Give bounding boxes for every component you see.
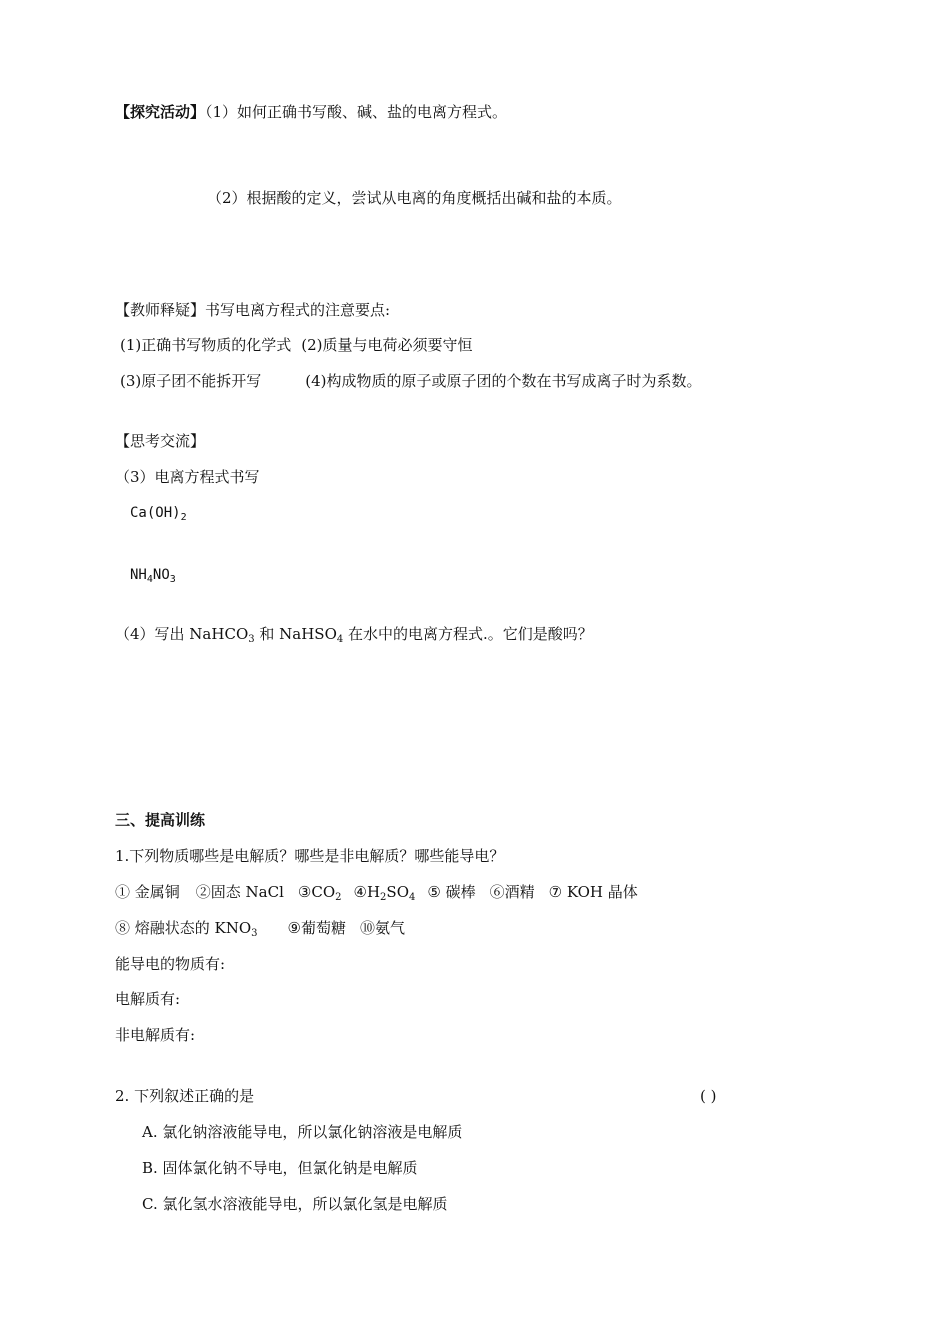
teacher-tag: 【教师释疑】	[115, 301, 206, 319]
section3-q2: 2. 下列叙述正确的是	[115, 1087, 255, 1105]
answer-bracket: ( )	[700, 1087, 717, 1105]
item-8: ⑧ 熔融状态的 $KNO_3$	[115, 919, 258, 939]
formula-caoh2-main: Ca(OH)	[130, 505, 181, 521]
answer-nonelectrolyte: 非电解质有:	[115, 1026, 196, 1044]
think-tag: 【思考交流】	[115, 432, 206, 450]
formula-nh4no3-part2: NO	[152, 567, 170, 583]
teacher-points-row2	[120, 371, 702, 391]
explore-tag: 【探究活动】	[115, 103, 206, 121]
teacher-points-row1	[120, 335, 473, 355]
teacher-intro: 书写电离方程式的注意要点:	[205, 301, 391, 319]
item-7: ⑦ KOH 晶体	[548, 883, 638, 901]
formula-nh4no3-part1: NH	[130, 567, 147, 583]
think-q4-sub1: 3	[248, 634, 255, 645]
substance-row2	[115, 918, 405, 938]
explore-q1-line	[115, 102, 507, 122]
formula-nh4no3-sub1: 4	[146, 574, 153, 585]
formula-nh4no3-sub2: 3	[169, 574, 176, 585]
option-c: C. 氯化氢水溶液能导电，所以氯化氢是电解质	[142, 1195, 448, 1213]
option-a: A. 氯化钠溶液能导电，所以氯化钠溶液是电解质	[142, 1123, 463, 1141]
teacher-point-4: (4)构成物质的原子或原子团的个数在书写成离子时为系数。	[305, 372, 702, 390]
teacher-point-2: (2)质量与电荷必须要守恒	[301, 336, 473, 354]
explore-q1: （1）如何正确书写酸、碱、盐的电离方程式。	[205, 103, 508, 121]
think-q4-part1: （4）写出 NaHCO	[115, 625, 249, 643]
item-5: ⑤ 碳棒	[427, 883, 476, 901]
item-10: ⑩氨气	[360, 919, 406, 937]
answer-electrolyte: 电解质有:	[115, 990, 181, 1008]
teacher-intro-line	[115, 300, 390, 320]
substance-row1	[115, 882, 638, 902]
formula-caoh2	[130, 503, 187, 523]
section3-q1: 1.下列物质哪些是电解质？哪些是非电解质？哪些能导电？	[115, 847, 505, 865]
teacher-point-3: (3)原子团不能拆开写	[120, 372, 262, 390]
think-q3: （3）电离方程式书写	[115, 468, 260, 486]
item-1: ① 金属铜	[115, 883, 180, 901]
formula-caoh2-sub: 2	[180, 512, 187, 523]
answer-conductive: 能导电的物质有:	[115, 955, 226, 973]
item-2: ②固态 NaCl	[195, 883, 284, 901]
think-q4-part3: 在水中的电离方程式.。它们是酸吗？	[343, 625, 593, 643]
teacher-point-1: (1)正确书写物质的化学式	[120, 336, 292, 354]
item-9: ⑨葡萄糖	[287, 919, 346, 937]
item-3: $③CO_2$	[297, 883, 342, 903]
explore-q2: （2）根据酸的定义，尝试从电离的角度概括出碱和盐的本质。	[207, 189, 622, 207]
option-b: B. 固体氯化钠不导电，但氯化钠是电解质	[142, 1159, 418, 1177]
think-q4-part2: 和 NaHSO	[254, 625, 337, 643]
think-q4	[115, 624, 593, 644]
think-q4-sub2: 4	[336, 634, 344, 645]
formula-nh4no3	[130, 565, 176, 585]
item-6: ⑥酒精	[489, 883, 535, 901]
section3-title: 三、提高训练	[115, 811, 206, 829]
item-4: $④H_2SO_4$	[353, 883, 416, 903]
